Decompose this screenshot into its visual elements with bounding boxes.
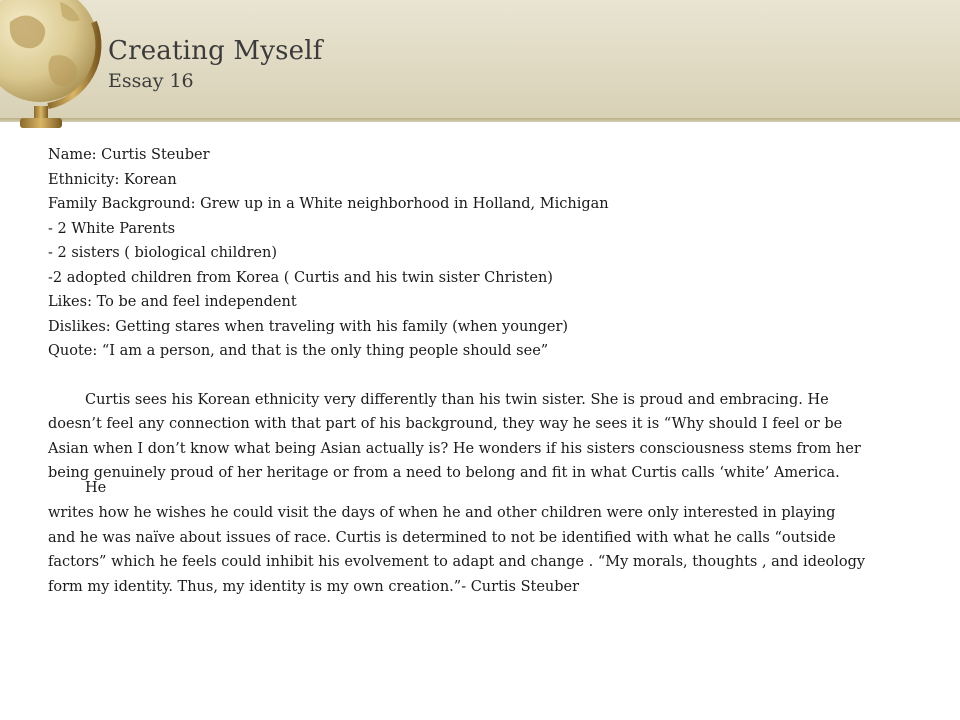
essay-line: factors” which he feels could inhibit his evolvement to adapt and change . “My morals, thoughts , and ideology [48,554,866,570]
essay-paragraph [48,388,938,600]
globe-icon [0,0,110,152]
essay-line: writes how he wishes he could visit the days of when he and other children were only interested in playing [48,505,836,521]
essay-line: being genuinely proud of her heritage or from a need to belong and fit in what Curtis calls ‘white’ America. [48,465,840,481]
essay-line: Curtis sees his Korean ethnicity very differently than his twin sister. She is proud and embracing. He [85,391,829,408]
essay-line: He [85,480,107,496]
paragraph-spacer [48,364,938,388]
profile-parents: - 2 White Parents [48,220,176,237]
profile-sisters: - 2 sisters ( biological children) [48,245,277,261]
profile-family-background: Family Background: Grew up in a White neighborhood in Holland, Michigan [48,196,609,212]
essay-line: form my identity. Thus, my identity is my own creation.”- Curtis Steuber [48,578,580,595]
header-divider [0,118,960,122]
profile-likes: Likes: To be and feel independent [48,294,297,310]
slide-title: Creating Myself [108,36,323,66]
essay-line: doesn’t feel any connection with that part of his background, they way he sees it is “Why should I feel or be [48,416,843,432]
essay-line: and he was naïve about issues of race. Curtis is determined to not be identified with what he calls “outside [48,529,836,546]
profile-ethnicity: Ethnicity: Korean [48,171,177,188]
profile-quote: Quote: “I am a person, and that is the only thing people should see” [48,343,549,359]
profile-adopted-children: -2 adopted children from Korea ( Curtis and his twin sister Christen) [48,269,553,286]
profile-dislikes: Dislikes: Getting stares when traveling with his family (when younger) [48,318,569,335]
profile-name: Name: Curtis Steuber [48,147,210,163]
slide-body [48,143,938,599]
slide-subtitle: Essay 16 [108,70,194,92]
essay-line: Asian when I don’t know what being Asian actually is? He wonders if his sisters consciousness stems from her [48,440,861,457]
